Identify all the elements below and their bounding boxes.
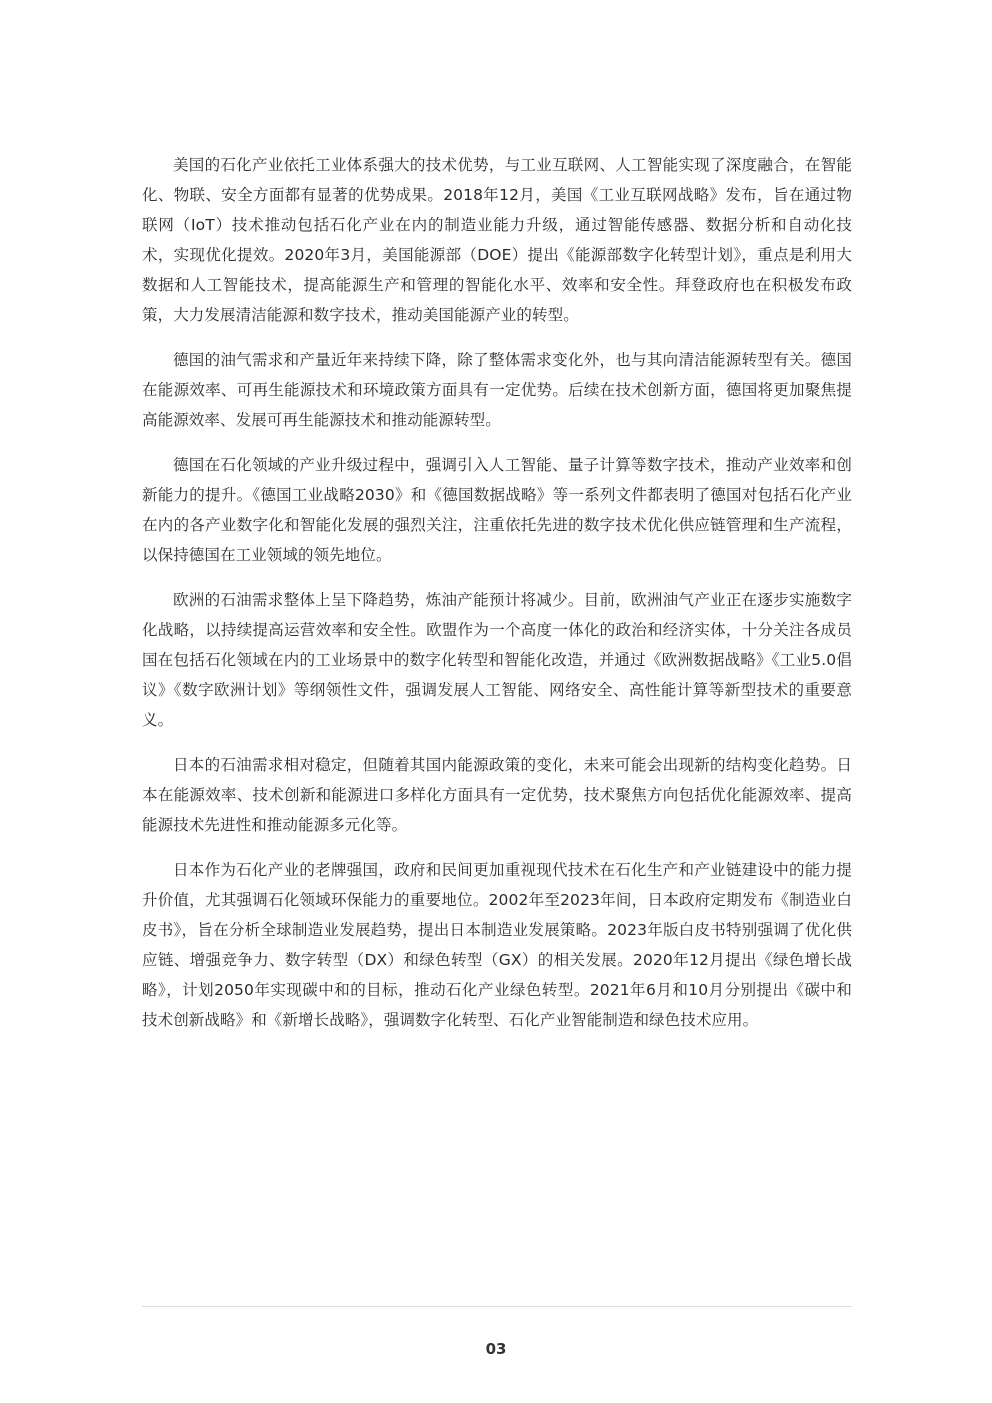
footer-divider: [142, 1306, 852, 1307]
page-number: 03: [485, 1340, 507, 1358]
paragraph-japan-industry: 日本作为石化产业的老牌强国，政府和民间更加重视现代技术在石化生产和产业链建设中的能力提升价值，尤其强调石化领域环保能力的重要地位。2002年至2023年间，日本政府定期发布《制造业白皮书》，旨在分析全球制造业发展趋势，提出日本制造业发展策略。2023年版白皮书特别强调了优化供应链、增强竞争力、数字转型（DX）和绿色转型（GX）的相关发展。2020年12月提出《绿色增长战略》，计划2050年实现碳中和的目标，推动石化产业绿色转型。2021年6月和10月分别提出《碳中和技术创新战略》和《新增长战略》，强调数字化转型、石化产业智能制造和绿色技术应用。: [142, 861, 852, 1029]
paragraph-germany-demand: 德国的油气需求和产量近年来持续下降，除了整体需求变化外，也与其向清洁能源转型有关。德国在能源效率、可再生能源技术和环境政策方面具有一定优势。后续在技术创新方面，德国将更加聚焦提高能源效率、发展可再生能源技术和推动能源转型。: [142, 351, 852, 429]
paragraph-us: 美国的石化产业依托工业体系强大的技术优势，与工业互联网、人工智能实现了深度融合，在智能化、物联、安全方面都有显著的优势成果。2018年12月，美国《工业互联网战略》发布，旨在通过物联网（IoT）技术推动包括石化产业在内的制造业能力升级，通过智能传感器、数据分析和自动化技术，实现优化提效。2020年3月，美国能源部（DOE）提出《能源部数字化转型计划》，重点是利用大数据和人工智能技术，提高能源生产和管理的智能化水平、效率和安全性。拜登政府也在积极发布政策，大力发展清洁能源和数字技术，推动美国能源产业的转型。: [142, 156, 852, 324]
paragraph-japan-demand: 日本的石油需求相对稳定，但随着其国内能源政策的变化，未来可能会出现新的结构变化趋势。日本在能源效率、技术创新和能源进口多样化方面具有一定优势，技术聚焦方向包括优化能源效率、提高能源技术先进性和推动能源多元化等。: [142, 756, 852, 834]
paragraph-germany-industry: 德国在石化领域的产业升级过程中，强调引入人工智能、量子计算等数字技术，推动产业效率和创新能力的提升。《德国工业战略2030》和《德国数据战略》等一系列文件都表明了德国对包括石化产业在内的各产业数字化和智能化发展的强烈关注，注重依托先进的数字技术优化供应链管理和生产流程，以保持德国在工业领域的领先地位。: [142, 456, 852, 564]
body-text: [142, 150, 852, 1050]
paragraph-europe: 欧洲的石油需求整体上呈下降趋势，炼油产能预计将减少。目前，欧洲油气产业正在逐步实施数字化战略，以持续提高运营效率和安全性。欧盟作为一个高度一体化的政治和经济实体，十分关注各成员国在包括石化领域在内的工业场景中的数字化转型和智能化改造，并通过《欧洲数据战略》《工业5.0倡议》《数字欧洲计划》等纲领性文件，强调发展人工智能、网络安全、高性能计算等新型技术的重要意义。: [142, 591, 852, 729]
